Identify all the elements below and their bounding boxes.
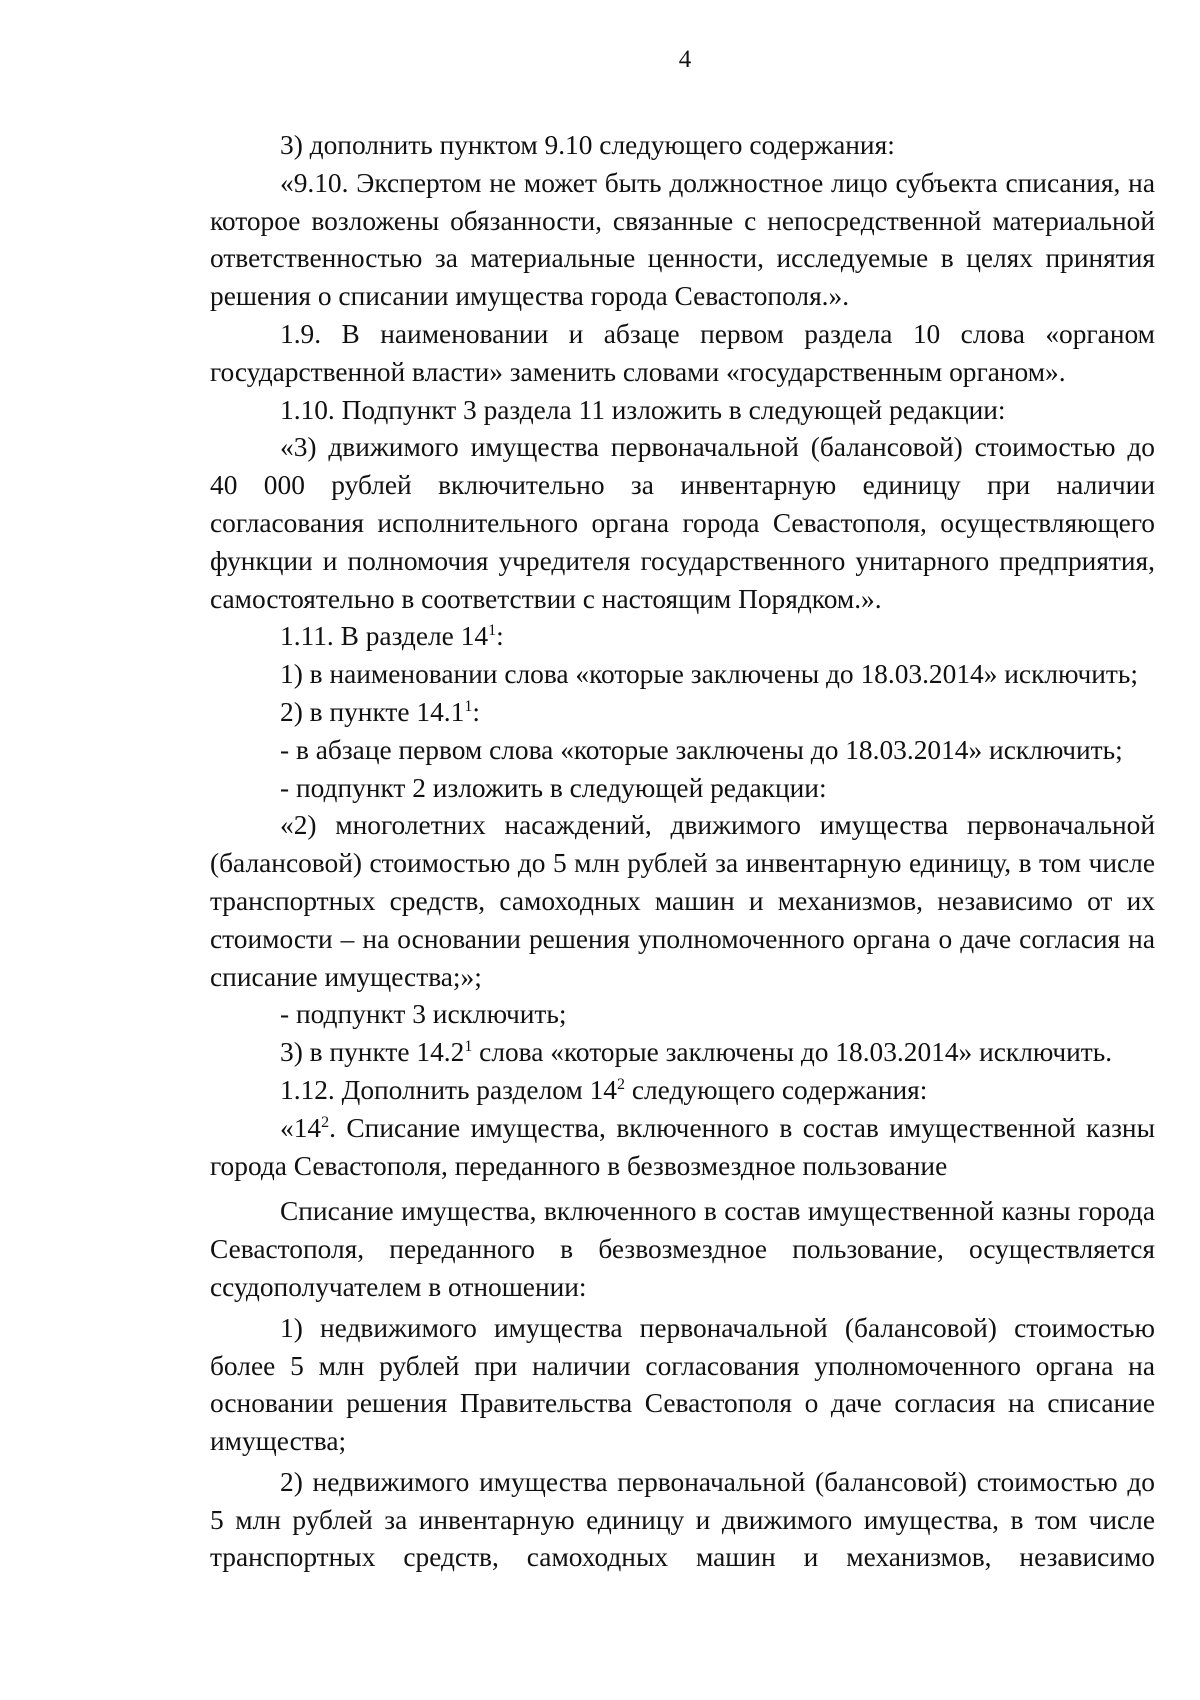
superscript: 1 — [464, 1038, 473, 1055]
paragraph-9: - в абзаце первом слова «которые заключены до 18.03.2014» исключить; — [280, 734, 1123, 765]
paragraph-18: 2) недвижимого имущества первоначальной (балансовой) стоимостью до 5 млн рублей за инвентарную единицу и движимого имущества, в том числе транспортных средств, самоходных машин и механизмов, независимо — [210, 1466, 1155, 1573]
paragraph-16: Списание имущества, включенного в состав имущественной казны города Севастополя, переданного в безвозмездное пользование, осуществляется ссудополучателем в отношении: — [210, 1196, 1155, 1302]
superscript: 2 — [616, 1075, 625, 1093]
paragraph-14-tail: следующего содержания: — [624, 1074, 928, 1105]
section-heading — [210, 1110, 1155, 1186]
paragraph-14-text: 1.12. Дополнить разделом 14 — [280, 1074, 617, 1105]
superscript: 1 — [464, 697, 473, 715]
paragraph-5: «3) движимого имущества первоначальной (балансовой) стоимостью до 40 000 рублей включительно за инвентарную единицу при наличии согласования исполнительного органа города Севастополя, осуществляющего функции и полномочия учредителя государственного унитарного предприятия, самостоятельно в соответствии с настоящим Порядком.». — [210, 432, 1155, 614]
section-heading-text: «14 — [280, 1112, 322, 1143]
paragraph-13-tail: слова «которые заключены до 18.03.2014» исключить. — [472, 1037, 1113, 1068]
page-number: 4 — [678, 46, 692, 73]
paragraph-11: «2) многолетних насаждений, движимого имущества первоначальной (балансовой) стоимостью до 5 млн рублей за инвентарную единицу, в том числе транспортных средств, самоходных машин и механизмов, независимо от их стоимости – на основании решения уполномоченного органа о даче согласия на списание имущества;»; — [210, 810, 1155, 992]
paragraph-13-text: 3) в пункте 14.2 — [280, 1037, 465, 1068]
paragraph-10: - подпункт 2 изложить в следующей редакции: — [280, 772, 827, 803]
paragraph-17: 1) недвижимого имущества первоначальной (балансовой) стоимостью более 5 млн рублей при наличии согласования уполномоченного органа на основании решения Правительства Севастополя о даче согласия на списание имущества; — [210, 1312, 1155, 1457]
paragraph-1: 3) дополнить пунктом 9.10 следующего содержания: — [280, 130, 895, 160]
paragraph-8-tail: : — [472, 696, 480, 727]
paragraph-3: 1.9. В наименовании и абзаце первом раздела 10 слова «органом государственной власти» заменить словами «государственным органом». — [210, 318, 1155, 387]
paragraph-4: 1.10. Подпункт 3 раздела 11 изложить в следующей редакции: — [280, 394, 1006, 425]
superscript: 1 — [488, 622, 497, 640]
document-body — [210, 127, 1155, 1577]
paragraph-6-tail: : — [496, 621, 504, 652]
paragraph-13 — [210, 1034, 1155, 1072]
section-heading-tail: . Списание имущества, включенного в состав имущественной казны города Севастополя, переданного в безвозмездное пользование — [210, 1112, 1155, 1181]
paragraph-14 — [210, 1072, 1155, 1110]
paragraph-6 — [210, 618, 1155, 656]
paragraph-12: - подпункт 3 исключить; — [280, 999, 567, 1030]
paragraph-8-text: 2) в пункте 14.1 — [280, 696, 465, 727]
paragraph-6-text: 1.11. В разделе 14 — [280, 621, 489, 652]
superscript: 2 — [321, 1113, 330, 1131]
paragraph-8 — [210, 694, 1155, 732]
paragraph-2: «9.10. Экспертом не может быть должностное лицо субъекта списания, на которое возложены обязанности, связанные с непосредственной материальной ответственностью за материальные ценности, исследуемые в целях принятия решения о списании имущества города Севастополя.». — [210, 167, 1155, 312]
paragraph-7: 1) в наименовании слова «которые заключены до 18.03.2014» исключить; — [280, 659, 1138, 690]
